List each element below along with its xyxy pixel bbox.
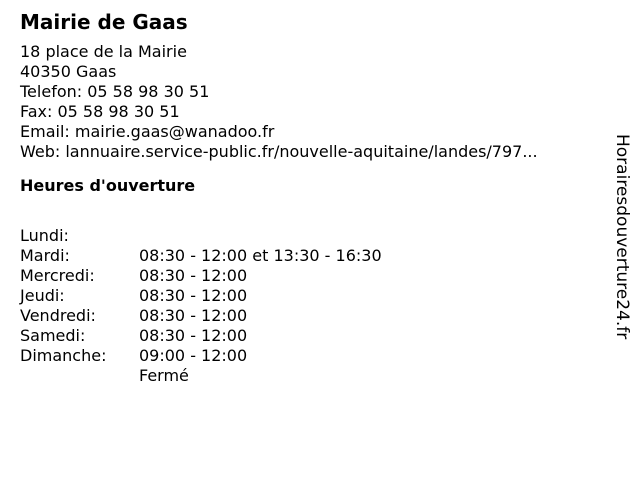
time-value: 09:00 - 12:00 xyxy=(139,346,248,365)
time-value: 08:30 - 12:00 xyxy=(139,286,248,305)
day-label: Mercredi: xyxy=(20,266,95,285)
day-label: Vendredi: xyxy=(20,306,96,325)
time-value: 08:30 - 12:00 xyxy=(139,326,248,345)
day-label: Jeudi: xyxy=(20,286,65,305)
day-label: Mardi: xyxy=(20,246,70,265)
city-postal-code: 40350 Gaas xyxy=(20,62,117,81)
day-label: Lundi: xyxy=(20,226,69,245)
fax-number: Fax: 05 58 98 30 51 xyxy=(20,102,180,121)
day-label: Samedi: xyxy=(20,326,86,345)
time-value: 08:30 - 12:00 xyxy=(139,306,248,325)
email-address: Email: mairie.gaas@wanadoo.fr xyxy=(20,122,275,141)
day-label: Dimanche: xyxy=(20,346,107,365)
phone-number: Telefon: 05 58 98 30 51 xyxy=(20,82,210,101)
time-value: 08:30 - 12:00 et 13:30 - 16:30 xyxy=(139,246,382,265)
site-watermark: Horairesdouverture24.fr xyxy=(612,134,632,340)
opening-hours-heading: Heures d'ouverture xyxy=(20,176,196,195)
time-value: Fermé xyxy=(139,366,189,385)
street-address: 18 place de la Mairie xyxy=(20,42,187,61)
business-card xyxy=(20,10,600,385)
time-value: 08:30 - 12:00 xyxy=(139,266,248,285)
page-title: Mairie de Gaas xyxy=(20,10,188,34)
web-link: Web: lannuaire.service-public.fr/nouvelle-aquitaine/landes/797... xyxy=(20,142,538,161)
